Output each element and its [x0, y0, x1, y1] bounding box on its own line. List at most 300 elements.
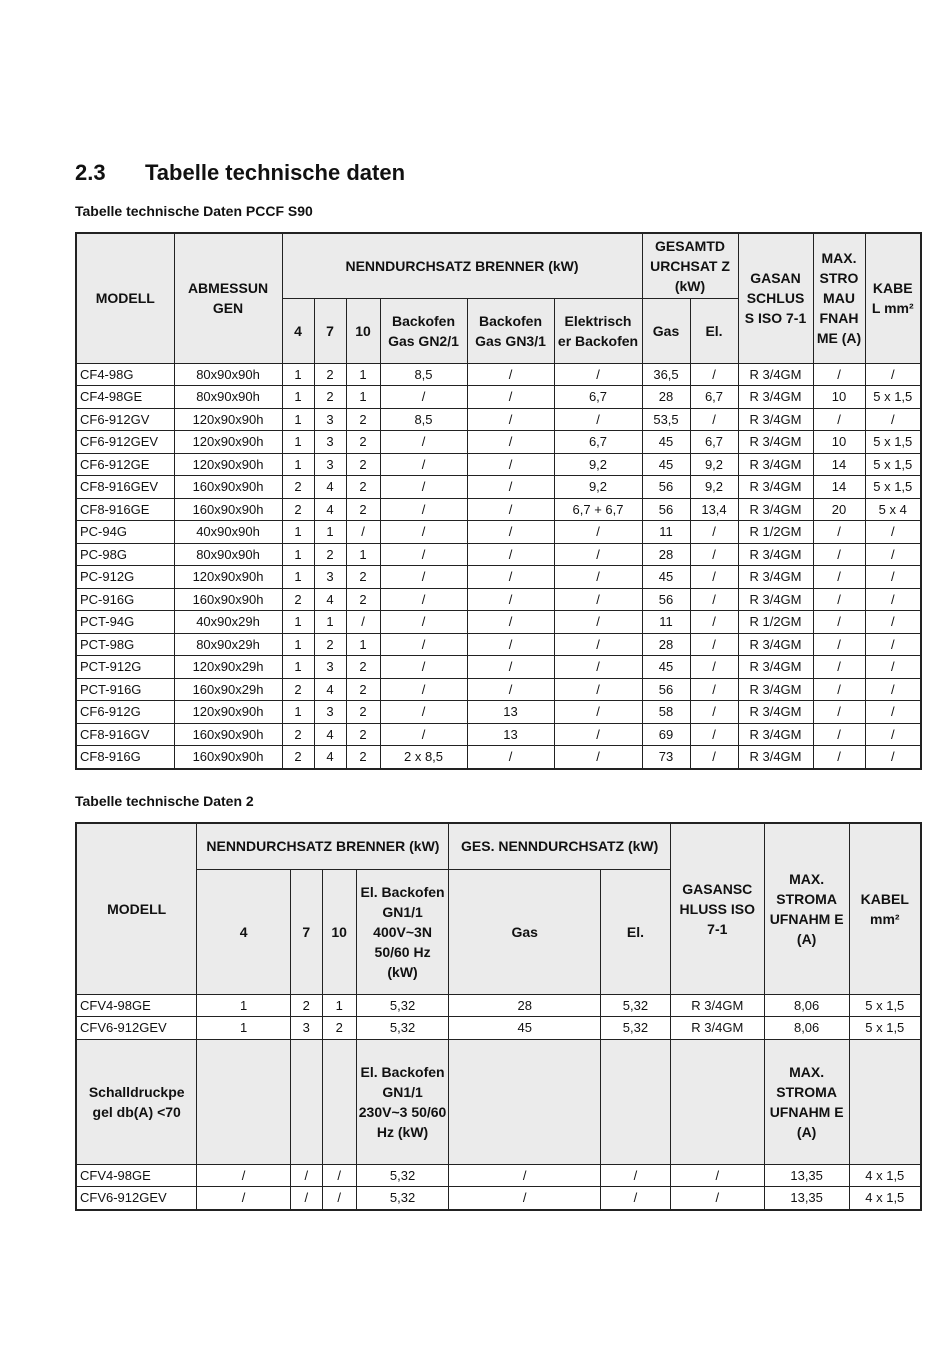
value-cell: 40x90x29h [174, 611, 282, 634]
value-cell: 1 [282, 408, 314, 431]
value-cell: 1 [314, 611, 346, 634]
value-cell: 4 [314, 588, 346, 611]
value-cell: / [467, 431, 554, 454]
value-cell: 9,2 [554, 453, 642, 476]
header-backofen-gn31: Backofen Gas GN3/1 [467, 298, 554, 363]
model-cell: CF6-912GE [76, 453, 174, 476]
value-cell: 2 [314, 363, 346, 386]
header-elektrischer-backofen: Elektrisch er Backofen [554, 298, 642, 363]
value-cell: / [554, 611, 642, 634]
header-modell: MODELL [76, 823, 197, 994]
header-gas: Gas [642, 298, 690, 363]
header-empty [670, 1039, 764, 1164]
value-cell: / [813, 746, 865, 769]
value-cell: 2 [346, 453, 380, 476]
table-row [76, 994, 921, 1017]
header-abmessungen: ABMESSUN GEN [174, 233, 282, 363]
model-cell: CFV4-98GE [76, 994, 197, 1017]
header-gesamtdurchsatz: GESAMTD URCHSAT Z (kW) [642, 233, 738, 298]
table-row [76, 543, 921, 566]
value-cell: 160x90x90h [174, 476, 282, 499]
value-cell: R 3/4GM [738, 633, 813, 656]
model-cell: PCT-98G [76, 633, 174, 656]
value-cell: 58 [642, 701, 690, 724]
table2-caption: Tabelle technische Daten 2 [75, 793, 254, 809]
value-cell: 40x90x90h [174, 521, 282, 544]
value-cell: 5 x 1,5 [865, 453, 921, 476]
header-nenndurchsatz: NENNDURCHSATZ BRENNER (kW) [197, 823, 449, 869]
value-cell: 1 [282, 656, 314, 679]
value-cell: / [813, 701, 865, 724]
value-cell: 4 [314, 498, 346, 521]
model-cell: PC-912G [76, 566, 174, 589]
value-cell: 13 [467, 701, 554, 724]
value-cell: / [380, 588, 467, 611]
value-cell: 45 [642, 566, 690, 589]
value-cell: / [865, 543, 921, 566]
value-cell: / [690, 543, 738, 566]
value-cell: 5,32 [356, 1017, 449, 1040]
value-cell: 2 [346, 656, 380, 679]
value-cell: / [554, 588, 642, 611]
value-cell: 160x90x90h [174, 723, 282, 746]
value-cell: / [467, 543, 554, 566]
value-cell: 8,5 [380, 363, 467, 386]
value-cell: 120x90x90h [174, 566, 282, 589]
value-cell: 2 [314, 543, 346, 566]
header-empty [849, 1039, 921, 1164]
value-cell: / [467, 386, 554, 409]
model-cell: CFV6-912GEV [76, 1017, 197, 1040]
header-burner-7: 7 [314, 298, 346, 363]
value-cell: 2 [346, 746, 380, 769]
header-max-strom-b: MAX. STROMA UFNAHM E (A) [764, 1039, 849, 1164]
value-cell: 56 [642, 678, 690, 701]
value-cell: 1 [197, 994, 291, 1017]
value-cell: 1 [282, 521, 314, 544]
value-cell: / [813, 566, 865, 589]
value-cell: / [813, 678, 865, 701]
value-cell: 2 [282, 476, 314, 499]
value-cell: / [554, 408, 642, 431]
value-cell: 13,35 [764, 1164, 849, 1187]
value-cell: R 1/2GM [738, 521, 813, 544]
value-cell: 11 [642, 611, 690, 634]
value-cell: 1 [282, 543, 314, 566]
value-cell: 9,2 [690, 476, 738, 499]
value-cell: 6,7 [554, 386, 642, 409]
value-cell: 160x90x90h [174, 498, 282, 521]
value-cell: 2 [322, 1017, 356, 1040]
value-cell: R 3/4GM [738, 431, 813, 454]
table-row [76, 1164, 921, 1187]
value-cell: 80x90x90h [174, 363, 282, 386]
value-cell: 3 [314, 408, 346, 431]
value-cell: 9,2 [690, 453, 738, 476]
value-cell: / [813, 611, 865, 634]
value-cell: 160x90x29h [174, 678, 282, 701]
header-gasanschluss: GASANSC HLUSS ISO 7-1 [670, 823, 764, 994]
value-cell: 28 [642, 386, 690, 409]
value-cell: / [467, 746, 554, 769]
table-row [76, 453, 921, 476]
value-cell: 1 [282, 431, 314, 454]
header-burner-10: 10 [346, 298, 380, 363]
value-cell: 5 x 1,5 [849, 994, 921, 1017]
value-cell: 2 [346, 408, 380, 431]
value-cell: 13,35 [764, 1187, 849, 1210]
value-cell: / [554, 746, 642, 769]
value-cell: / [449, 1164, 601, 1187]
value-cell: 10 [813, 431, 865, 454]
header-el-backofen-230v: El. Backofen GN1/1 230V~3 50/60 Hz (kW) [356, 1039, 449, 1164]
header-el: El. [601, 869, 671, 994]
value-cell: 5,32 [601, 994, 671, 1017]
header-gasanschluss: GASAN SCHLUS S ISO 7-1 [738, 233, 813, 363]
value-cell: 1 [346, 386, 380, 409]
value-cell: / [865, 633, 921, 656]
header-kabel: KABE L mm² [865, 233, 921, 363]
value-cell: 2 [282, 746, 314, 769]
value-cell: / [467, 611, 554, 634]
value-cell: / [380, 701, 467, 724]
value-cell: 2 [346, 723, 380, 746]
value-cell: 1 [282, 566, 314, 589]
model-cell: CF8-916G [76, 746, 174, 769]
value-cell: 28 [449, 994, 601, 1017]
value-cell: 3 [314, 701, 346, 724]
value-cell: / [670, 1187, 764, 1210]
value-cell: / [813, 588, 865, 611]
value-cell: 1 [282, 611, 314, 634]
value-cell: / [601, 1164, 671, 1187]
value-cell: 1 [197, 1017, 291, 1040]
model-cell: CF4-98GE [76, 386, 174, 409]
value-cell: / [380, 633, 467, 656]
value-cell: 120x90x90h [174, 431, 282, 454]
table1-body [76, 363, 921, 769]
value-cell: / [467, 678, 554, 701]
value-cell: / [813, 363, 865, 386]
value-cell: 120x90x90h [174, 701, 282, 724]
value-cell: 1 [314, 521, 346, 544]
header-burner-4: 4 [282, 298, 314, 363]
value-cell: R 3/4GM [738, 566, 813, 589]
value-cell: / [449, 1187, 601, 1210]
value-cell: / [380, 498, 467, 521]
value-cell: 8,06 [764, 1017, 849, 1040]
value-cell: 45 [449, 1017, 601, 1040]
model-cell: PC-94G [76, 521, 174, 544]
table-row [76, 363, 921, 386]
value-cell: 5,32 [356, 1187, 449, 1210]
value-cell: 2 [282, 723, 314, 746]
value-cell: 5,32 [356, 994, 449, 1017]
table-row [76, 566, 921, 589]
value-cell: / [290, 1187, 322, 1210]
header-max-strom: MAX. STRO MAU FNAH ME (A) [813, 233, 865, 363]
header-max-strom: MAX. STROMA UFNAHM E (A) [764, 823, 849, 994]
value-cell: / [380, 476, 467, 499]
value-cell: / [290, 1164, 322, 1187]
model-cell: CF8-916GEV [76, 476, 174, 499]
header-nenndurchsatz: NENNDURCHSATZ BRENNER (kW) [282, 233, 642, 298]
value-cell: 5,32 [356, 1164, 449, 1187]
value-cell: / [467, 476, 554, 499]
value-cell: 1 [282, 633, 314, 656]
value-cell: / [813, 521, 865, 544]
model-cell: CF6-912GV [76, 408, 174, 431]
value-cell: / [380, 656, 467, 679]
value-cell: 6,7 [690, 386, 738, 409]
value-cell: 5 x 1,5 [865, 476, 921, 499]
value-cell: / [197, 1164, 291, 1187]
value-cell: R 3/4GM [738, 498, 813, 521]
header-empty [197, 1039, 291, 1164]
value-cell: / [865, 746, 921, 769]
value-cell: R 3/4GM [738, 408, 813, 431]
value-cell: / [865, 588, 921, 611]
value-cell: 6,7 [690, 431, 738, 454]
value-cell: / [346, 611, 380, 634]
header-burner-4: 4 [197, 869, 291, 994]
value-cell: / [380, 611, 467, 634]
model-cell: CFV6-912GEV [76, 1187, 197, 1210]
value-cell: / [554, 363, 642, 386]
value-cell: 5 x 4 [865, 498, 921, 521]
value-cell: R 3/4GM [738, 656, 813, 679]
value-cell: 1 [346, 363, 380, 386]
value-cell: / [380, 386, 467, 409]
value-cell: 2 [346, 498, 380, 521]
value-cell: 69 [642, 723, 690, 746]
value-cell: 1 [282, 453, 314, 476]
header-burner-7: 7 [290, 869, 322, 994]
value-cell: 80x90x29h [174, 633, 282, 656]
table-row [76, 656, 921, 679]
value-cell: / [813, 408, 865, 431]
header-gas: Gas [449, 869, 601, 994]
value-cell: 120x90x90h [174, 453, 282, 476]
value-cell: / [865, 408, 921, 431]
tech-data-table-2 [75, 822, 922, 1211]
value-cell: / [601, 1187, 671, 1210]
table-row [76, 588, 921, 611]
value-cell: 2 [282, 678, 314, 701]
value-cell: R 3/4GM [738, 453, 813, 476]
value-cell: / [467, 521, 554, 544]
table-row [76, 1017, 921, 1040]
value-cell: 2 x 8,5 [380, 746, 467, 769]
value-cell: / [813, 723, 865, 746]
value-cell: 6,7 [554, 431, 642, 454]
value-cell: 2 [346, 678, 380, 701]
value-cell: / [865, 656, 921, 679]
value-cell: / [690, 678, 738, 701]
value-cell: / [865, 566, 921, 589]
value-cell: / [554, 701, 642, 724]
value-cell: 1 [322, 994, 356, 1017]
value-cell: / [467, 566, 554, 589]
value-cell: 13 [467, 723, 554, 746]
value-cell: / [690, 408, 738, 431]
value-cell: / [467, 588, 554, 611]
value-cell: 3 [314, 453, 346, 476]
model-cell: PCT-912G [76, 656, 174, 679]
value-cell: 36,5 [642, 363, 690, 386]
value-cell: / [865, 363, 921, 386]
table-row [76, 386, 921, 409]
table2-body-a [76, 994, 921, 1039]
value-cell: 11 [642, 521, 690, 544]
model-cell: CF8-916GE [76, 498, 174, 521]
value-cell: 14 [813, 453, 865, 476]
value-cell: 80x90x90h [174, 543, 282, 566]
value-cell: 56 [642, 476, 690, 499]
value-cell: R 3/4GM [670, 994, 764, 1017]
value-cell: 120x90x29h [174, 656, 282, 679]
model-cell: CF6-912GEV [76, 431, 174, 454]
value-cell: / [554, 656, 642, 679]
value-cell: / [554, 543, 642, 566]
value-cell: / [690, 363, 738, 386]
model-cell: CF8-916GV [76, 723, 174, 746]
value-cell: 2 [346, 431, 380, 454]
value-cell: 160x90x90h [174, 746, 282, 769]
table-row [76, 1187, 921, 1210]
header-empty [290, 1039, 322, 1164]
value-cell: 2 [282, 588, 314, 611]
tech-data-table-pccf [75, 232, 922, 770]
value-cell: 9,2 [554, 476, 642, 499]
model-cell: CF4-98G [76, 363, 174, 386]
value-cell: / [467, 656, 554, 679]
value-cell: 3 [314, 656, 346, 679]
table1-caption: Tabelle technische Daten PCCF S90 [75, 203, 313, 219]
value-cell: 53,5 [642, 408, 690, 431]
value-cell: 1 [282, 386, 314, 409]
value-cell: 8,5 [380, 408, 467, 431]
value-cell: / [554, 723, 642, 746]
value-cell: R 3/4GM [738, 746, 813, 769]
value-cell: / [467, 498, 554, 521]
header-empty [322, 1039, 356, 1164]
value-cell: 2 [314, 386, 346, 409]
model-cell: PCT-94G [76, 611, 174, 634]
value-cell: 28 [642, 543, 690, 566]
value-cell: 20 [813, 498, 865, 521]
value-cell: / [197, 1187, 291, 1210]
model-cell: PC-916G [76, 588, 174, 611]
value-cell: / [865, 701, 921, 724]
value-cell: 5,32 [601, 1017, 671, 1040]
model-cell: CF6-912G [76, 701, 174, 724]
header-el: El. [690, 298, 738, 363]
value-cell: / [380, 566, 467, 589]
value-cell: / [690, 566, 738, 589]
header-kabel: KABEL mm² [849, 823, 921, 994]
value-cell: 45 [642, 431, 690, 454]
value-cell: R 1/2GM [738, 611, 813, 634]
value-cell: 3 [314, 566, 346, 589]
header-el-backofen-400v: El. Backofen GN1/1 400V~3N 50/60 Hz (kW) [356, 869, 449, 994]
table-row [76, 476, 921, 499]
table-row [76, 723, 921, 746]
value-cell: 3 [314, 431, 346, 454]
value-cell: R 3/4GM [738, 701, 813, 724]
header-backofen-gn21: Backofen Gas GN2/1 [380, 298, 467, 363]
value-cell: R 3/4GM [738, 386, 813, 409]
value-cell: R 3/4GM [670, 1017, 764, 1040]
value-cell: R 3/4GM [738, 476, 813, 499]
header-modell: MODELL [76, 233, 174, 363]
value-cell: 4 x 1,5 [849, 1187, 921, 1210]
value-cell: 73 [642, 746, 690, 769]
value-cell: 1 [346, 543, 380, 566]
value-cell: / [467, 408, 554, 431]
value-cell: / [554, 521, 642, 544]
value-cell: / [380, 453, 467, 476]
value-cell: / [380, 521, 467, 544]
value-cell: / [865, 678, 921, 701]
value-cell: / [467, 363, 554, 386]
value-cell: 2 [346, 476, 380, 499]
model-cell: CFV4-98GE [76, 1164, 197, 1187]
value-cell: / [865, 611, 921, 634]
value-cell: 2 [346, 566, 380, 589]
table-row [76, 678, 921, 701]
header-empty [601, 1039, 671, 1164]
value-cell: / [690, 521, 738, 544]
value-cell: 4 [314, 746, 346, 769]
value-cell: 3 [290, 1017, 322, 1040]
value-cell: 2 [346, 588, 380, 611]
section-number: 2.3 [75, 160, 106, 185]
table-row [76, 408, 921, 431]
value-cell: 2 [282, 498, 314, 521]
value-cell: / [690, 701, 738, 724]
value-cell: / [380, 678, 467, 701]
value-cell: R 3/4GM [738, 363, 813, 386]
value-cell: 5 x 1,5 [849, 1017, 921, 1040]
value-cell: / [322, 1187, 356, 1210]
header-ges-nenndurchsatz: GES. NENNDURCHSATZ (kW) [449, 823, 670, 869]
value-cell: 1 [282, 363, 314, 386]
value-cell: / [554, 678, 642, 701]
table-row [76, 521, 921, 544]
value-cell: 8,06 [764, 994, 849, 1017]
value-cell: 2 [290, 994, 322, 1017]
value-cell: R 3/4GM [738, 588, 813, 611]
value-cell: / [690, 611, 738, 634]
value-cell: 4 [314, 678, 346, 701]
value-cell: 56 [642, 498, 690, 521]
table-row [76, 746, 921, 769]
value-cell: R 3/4GM [738, 723, 813, 746]
header-empty [449, 1039, 601, 1164]
value-cell: / [380, 543, 467, 566]
value-cell: 13,4 [690, 498, 738, 521]
header-burner-10: 10 [322, 869, 356, 994]
value-cell: 45 [642, 656, 690, 679]
value-cell: 4 [314, 476, 346, 499]
table-row [76, 431, 921, 454]
value-cell: 1 [346, 633, 380, 656]
table-row [76, 498, 921, 521]
value-cell: R 3/4GM [738, 543, 813, 566]
header-schalldruck: Schalldruckpe gel db(A) <70 [76, 1039, 197, 1164]
value-cell: / [813, 633, 865, 656]
